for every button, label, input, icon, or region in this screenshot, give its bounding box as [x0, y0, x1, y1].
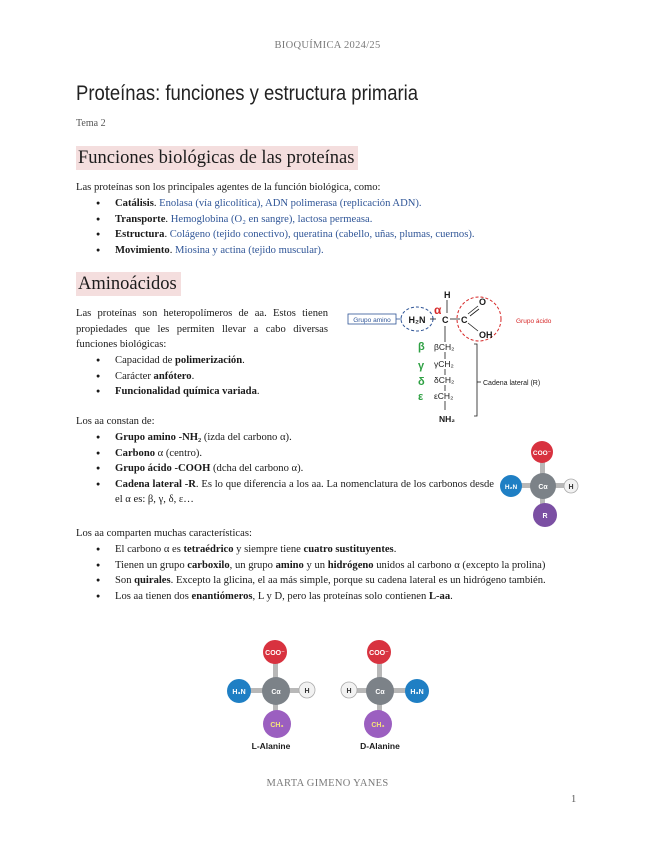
- l-alanine-model: [227, 640, 315, 751]
- alpha-carbon-label: C: [442, 315, 449, 325]
- coo-label: COO⁻: [532, 450, 552, 457]
- side-chain-bracket: [474, 344, 477, 416]
- page-footer-author: MARTA GIMENO YANES: [266, 778, 389, 789]
- carboxyl-carbon-label: C: [461, 315, 468, 325]
- l-h3n-label: H₃N: [232, 689, 246, 696]
- d-h-label: H: [346, 688, 352, 695]
- chain-ch2-gamma: γCH₂: [434, 359, 454, 369]
- h2n-atom-label: H₂N: [504, 484, 518, 491]
- chain-ch2-delta: δCH₂: [434, 375, 455, 385]
- list-item: ● Grupo amino -NH₂ (izda del carbono α).: [96, 430, 494, 446]
- alanine-enantiomers-figure: [214, 636, 444, 756]
- list-item: ● Carácter anfótero.: [96, 369, 260, 385]
- gamma-label: γ: [418, 360, 425, 372]
- subtitle-tema: Tema 2: [76, 118, 106, 129]
- d-h3n-label: H₃N: [410, 689, 424, 696]
- list-item: ● Capacidad de polimerización.: [96, 353, 260, 369]
- grupo-acido-label: Grupo ácido: [516, 318, 552, 325]
- cadena-lateral-label: Cadena lateral (R): [483, 380, 541, 387]
- ca-label: Cα: [538, 484, 548, 491]
- amino-acid-ball-model: [496, 438, 586, 530]
- list-item: ● Tienen un grupo carboxilo, un grupo amino y un hidrógeno unidos al carbono α (excepto la prolina): [96, 558, 578, 574]
- amino-acid-structure-diagram: [344, 286, 552, 432]
- list-item: ● Catálisis. Enolasa (vía glicolítica), ADN polimerasa (replicación ADN).: [96, 196, 475, 212]
- list-item: ● Carbono α (centro).: [96, 446, 494, 462]
- list-item: ● El carbono α es tetraédrico y siempre tiene cuatro sustituyentes.: [96, 542, 578, 558]
- section-heading-aminoacidos: Aminoácidos: [76, 272, 181, 296]
- oxygen-label: O: [479, 297, 487, 307]
- d-ca-label: Cα: [375, 689, 385, 696]
- list-item: ● Funcionalidad química variada.: [96, 384, 260, 400]
- list-item: ● Son quirales. Excepto la glicina, el aa más simple, porque su cadena lateral es un hidrógeno también.: [96, 573, 578, 589]
- alpha-label: α: [434, 303, 442, 317]
- paragraph-aminoacidos-intro: Las proteínas son heteropolímeros de aa. Estos tienen propiedades que les permiten llevar a cabo diversas funciones biológicas:: [76, 308, 328, 351]
- page-title: Proteínas: funciones y estructura primaria: [76, 82, 419, 105]
- list-item: ● Los aa tienen dos enantiómeros, L y D, pero las proteínas solo contienen L-aa.: [96, 589, 578, 605]
- running-header: BIOQUÍMICA 2024/25: [274, 40, 381, 51]
- list-item: ● Grupo ácido -COOH (dcha del carbono α).: [96, 461, 494, 477]
- l-ca-label: Cα: [271, 689, 281, 696]
- h2n-label: H₂N: [408, 315, 426, 325]
- section-heading-funciones: Funciones biológicas de las proteínas: [76, 146, 358, 170]
- oh-label: OH: [479, 330, 493, 340]
- h-atom-label: H: [568, 484, 574, 491]
- list-funciones: [96, 196, 475, 258]
- list-propiedades: [96, 353, 260, 400]
- page-number: 1: [571, 794, 577, 805]
- chain-ch2-beta: βCH₂: [434, 342, 455, 352]
- chain-ch2-epsilon: εCH₂: [434, 391, 454, 401]
- l-ch3-label: CH₃: [270, 722, 284, 729]
- list-constan: [96, 430, 494, 508]
- l-coo-label: COO⁻: [265, 650, 285, 657]
- alpha-h-label: H: [444, 290, 451, 300]
- grupo-amino-label: Grupo amino: [353, 317, 391, 324]
- d-alanine-model: [341, 640, 429, 751]
- d-ch3-label: CH₃: [371, 722, 385, 729]
- paragraph-comparten-intro: Los aa comparten muchas características:: [76, 528, 252, 539]
- list-item: ● Transporte. Hemoglobina (O₂ en sangre), lactosa permeasa.: [96, 212, 475, 228]
- paragraph-constan-intro: Los aa constan de:: [76, 416, 155, 427]
- list-item: ● Movimiento. Miosina y actina (tejido muscular).: [96, 243, 475, 259]
- l-alanine-label: L-Alanine: [251, 741, 291, 751]
- paragraph-funciones-intro: Las proteínas son los principales agentes de la función biológica, como:: [76, 182, 381, 193]
- list-comparten: [96, 542, 578, 604]
- l-h-label: H: [304, 688, 310, 695]
- beta-label: β: [418, 341, 425, 353]
- list-item: ● Cadena lateral -R. Es lo que diferencia a los aa. La nomenclatura de los carbonos desde el α es: β, γ, δ, ε…: [96, 477, 494, 508]
- epsilon-label: ε: [418, 391, 424, 403]
- r-label: R: [542, 513, 548, 520]
- d-coo-label: COO⁻: [369, 650, 389, 657]
- d-alanine-label: D-Alanine: [360, 741, 400, 751]
- chain-nh2-label: NH₂: [439, 414, 456, 424]
- delta-label: δ: [418, 376, 425, 388]
- list-item: ● Estructura. Colágeno (tejido conectivo), queratina (cabello, uñas, plumas, cuernos).: [96, 227, 475, 243]
